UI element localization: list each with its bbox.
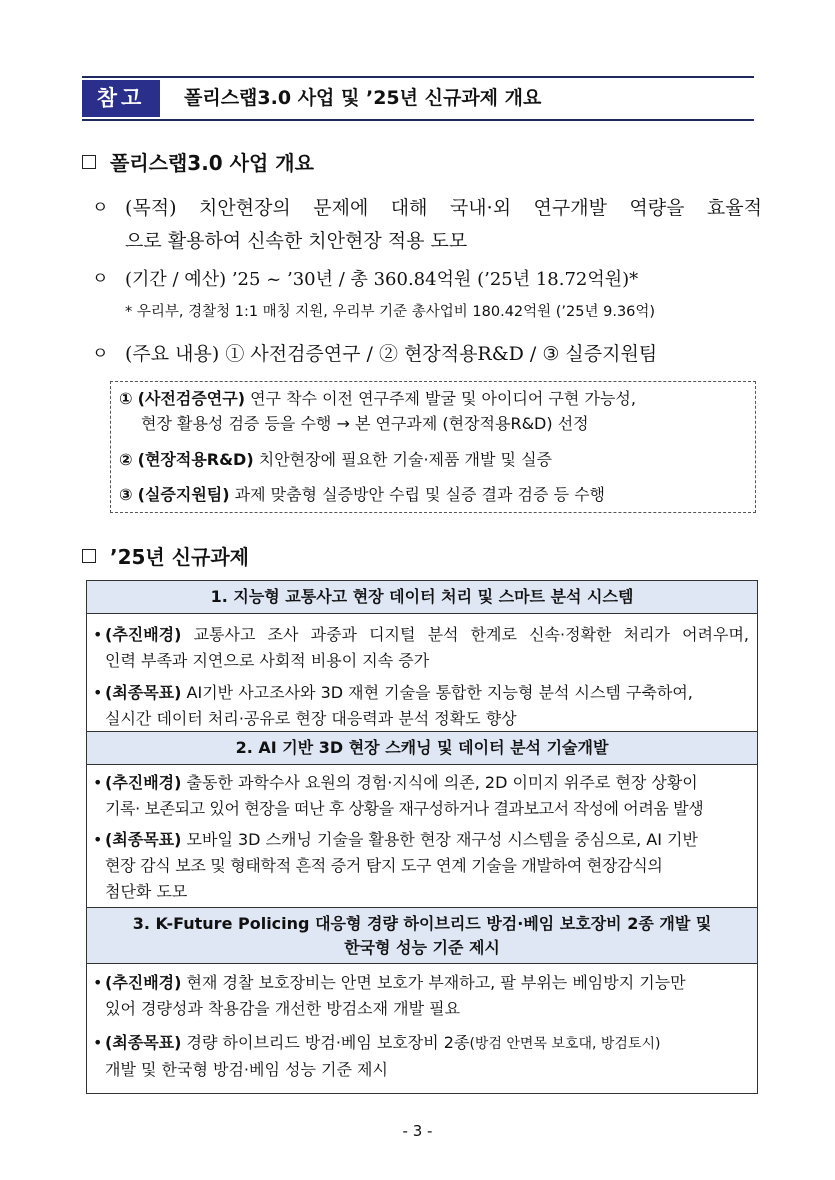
program-components-box — [110, 381, 756, 513]
bullet-period-budget — [92, 263, 762, 296]
background-text: 교통사고 조사 과중과 디지털 분석 한계로 신속·정확한 처리가 어려우며, — [181, 625, 749, 644]
task-2-goal — [93, 827, 749, 905]
goal-text-cont: 개발 및 한국형 방검·베임 성능 기준 제시 — [105, 1060, 388, 1079]
checkbox-square-icon — [82, 155, 96, 169]
bullet-dot-icon: • — [93, 830, 103, 849]
period-budget-text: (기간 / 예산) ’25 ~ ’30년 / 총 360.84억원 (’25년 18.72억원)* — [125, 269, 639, 290]
task-3-title — [87, 908, 757, 964]
bullet-dot-icon: • — [93, 973, 103, 992]
label-goal: (최종목표) — [105, 1033, 182, 1052]
item-text: 과제 맞춤형 실증방안 수립 및 실증 결과 검증 등 수행 — [229, 485, 605, 504]
goal-text: 모바일 3D 스캐닝 기술을 활용한 현장 재구성 시스템을 중심으로, AI 기반 — [181, 830, 698, 849]
goal-text: 경량 하이브리드 방검·베임 보호장비 2종 — [181, 1033, 470, 1052]
bullet-purpose — [92, 192, 762, 258]
task-2-background — [93, 770, 749, 822]
task-1-goal — [93, 680, 749, 732]
title-top-rule — [82, 76, 754, 78]
bullet-circle-icon: ㅇ — [92, 198, 109, 218]
bullet-dot-icon: • — [93, 773, 103, 792]
component-2-line — [119, 448, 747, 472]
goal-text-cont: 현장 감식 보조 및 형태학적 흔적 증거 탐지 도구 연계 기술을 개발하여 현장감식의 — [105, 856, 663, 875]
task-1-title: 1. 지능형 교통사고 현장 데이터 처리 및 스마트 분석 시스템 — [87, 581, 757, 614]
task-2-body — [87, 765, 757, 908]
label-goal: (최종목표) — [105, 683, 182, 702]
task-3-goal — [93, 1030, 749, 1083]
label-background: (추진배경) — [105, 625, 182, 644]
bullet-dot-icon: • — [93, 683, 103, 702]
label-background: (추진배경) — [105, 973, 182, 992]
section-heading-text: ’25년 신규과제 — [110, 545, 249, 569]
section-heading-new-tasks — [82, 541, 249, 570]
task-2-title: 2. AI 기반 3D 현장 스캐닝 및 데이터 분석 기술개발 — [87, 732, 757, 765]
page-title: 폴리스랩3.0 사업 및 ’25년 신규과제 개요 — [184, 87, 542, 109]
task-3-title-line-2: 한국형 성능 기준 제시 — [344, 938, 500, 957]
purpose-line-2: 으로 활용하여 신속한 치안현장 적용 도모 — [125, 230, 468, 252]
item-label: (실증지원팀) — [137, 485, 230, 504]
task-3-body — [87, 964, 757, 1093]
task-1-background — [93, 622, 749, 674]
bullet-circle-icon: ㅇ — [92, 344, 109, 364]
background-text-cont: 기록· 보존되고 있어 현장을 떠난 후 상황을 재구성하거나 결과보고서 작성에 어려움 발생 — [105, 799, 704, 818]
title-bottom-rule — [82, 119, 754, 121]
goal-text: AI기반 사고조사와 3D 재현 기술을 통합한 지능형 분석 시스템 구축하여, — [181, 683, 693, 702]
goal-text-cont: 실시간 데이터 처리·공유로 현장 대응력과 분석 정확도 향상 — [105, 709, 517, 728]
period-footnote: * 우리부, 경찰청 1:1 매칭 지원, 우리부 기준 총사업비 180.42억원 (’25년 9.36억) — [125, 304, 656, 320]
page-number: - 3 - — [402, 1122, 433, 1140]
item-number: ③ — [119, 485, 133, 504]
item-text: 치안현장에 필요한 기술·제품 개발 및 실증 — [253, 450, 553, 469]
item-text: 연구 착수 이전 연구주제 발굴 및 아이디어 구현 가능성, — [245, 389, 636, 408]
section-heading-text: 폴리스랩3.0 사업 개요 — [110, 151, 314, 175]
purpose-line-1: (목적) 치안현장의 문제에 대해 국내·외 연구개발 역량을 효율적 — [125, 197, 762, 219]
section-heading-overview — [82, 147, 314, 176]
main-content-text: (주요 내용) ① 사전검증연구 / ② 현장적용R&D / ③ 실증지원팀 — [125, 343, 658, 365]
background-text: 출동한 과학수사 요원의 경험·지식에 의존, 2D 이미지 위주로 현장 상황이 — [181, 773, 698, 792]
bullet-dot-icon: • — [93, 625, 103, 644]
goal-text-cont-2: 첨단화 도모 — [105, 882, 188, 901]
task-1-body — [87, 614, 757, 732]
item-number: ① — [119, 389, 133, 408]
item-label: (사전검증연구) — [137, 389, 246, 408]
label-goal: (최종목표) — [105, 830, 182, 849]
task-3-background — [93, 970, 749, 1022]
background-text-cont: 있어 경량성과 착용감을 개선한 방검소재 개발 필요 — [105, 999, 461, 1018]
component-1-line-b: 현장 활용성 검증 등을 수행 → 본 연구과제 (현장적용R&D) 선정 — [141, 414, 589, 433]
item-number: ② — [119, 450, 133, 469]
checkbox-square-icon — [82, 549, 96, 563]
background-text: 현재 경찰 보호장비는 안면 보호가 부재하고, 팔 부위는 베임방지 기능만 — [181, 973, 686, 992]
item-label: (현장적용R&D) — [137, 450, 254, 469]
bullet-circle-icon: ㅇ — [92, 269, 109, 289]
background-text-cont: 인력 부족과 지연으로 사회적 비용이 지속 증가 — [105, 651, 430, 670]
label-background: (추진배경) — [105, 773, 182, 792]
goal-text-parenthetical: (방검 안면목 보호대, 방검토시) — [469, 1036, 661, 1052]
component-1-line-a — [119, 387, 747, 411]
bullet-main-content — [92, 338, 762, 371]
task-3-title-line-1: 3. K-Future Policing 대응형 경량 하이브리드 방검·베임 보호장비 2종 개발 및 — [132, 914, 712, 933]
bullet-dot-icon: • — [93, 1033, 103, 1052]
reference-badge: 참고 — [82, 80, 160, 117]
title-bar — [82, 76, 754, 121]
new-tasks-table — [86, 580, 758, 1094]
component-3-line — [119, 483, 747, 507]
